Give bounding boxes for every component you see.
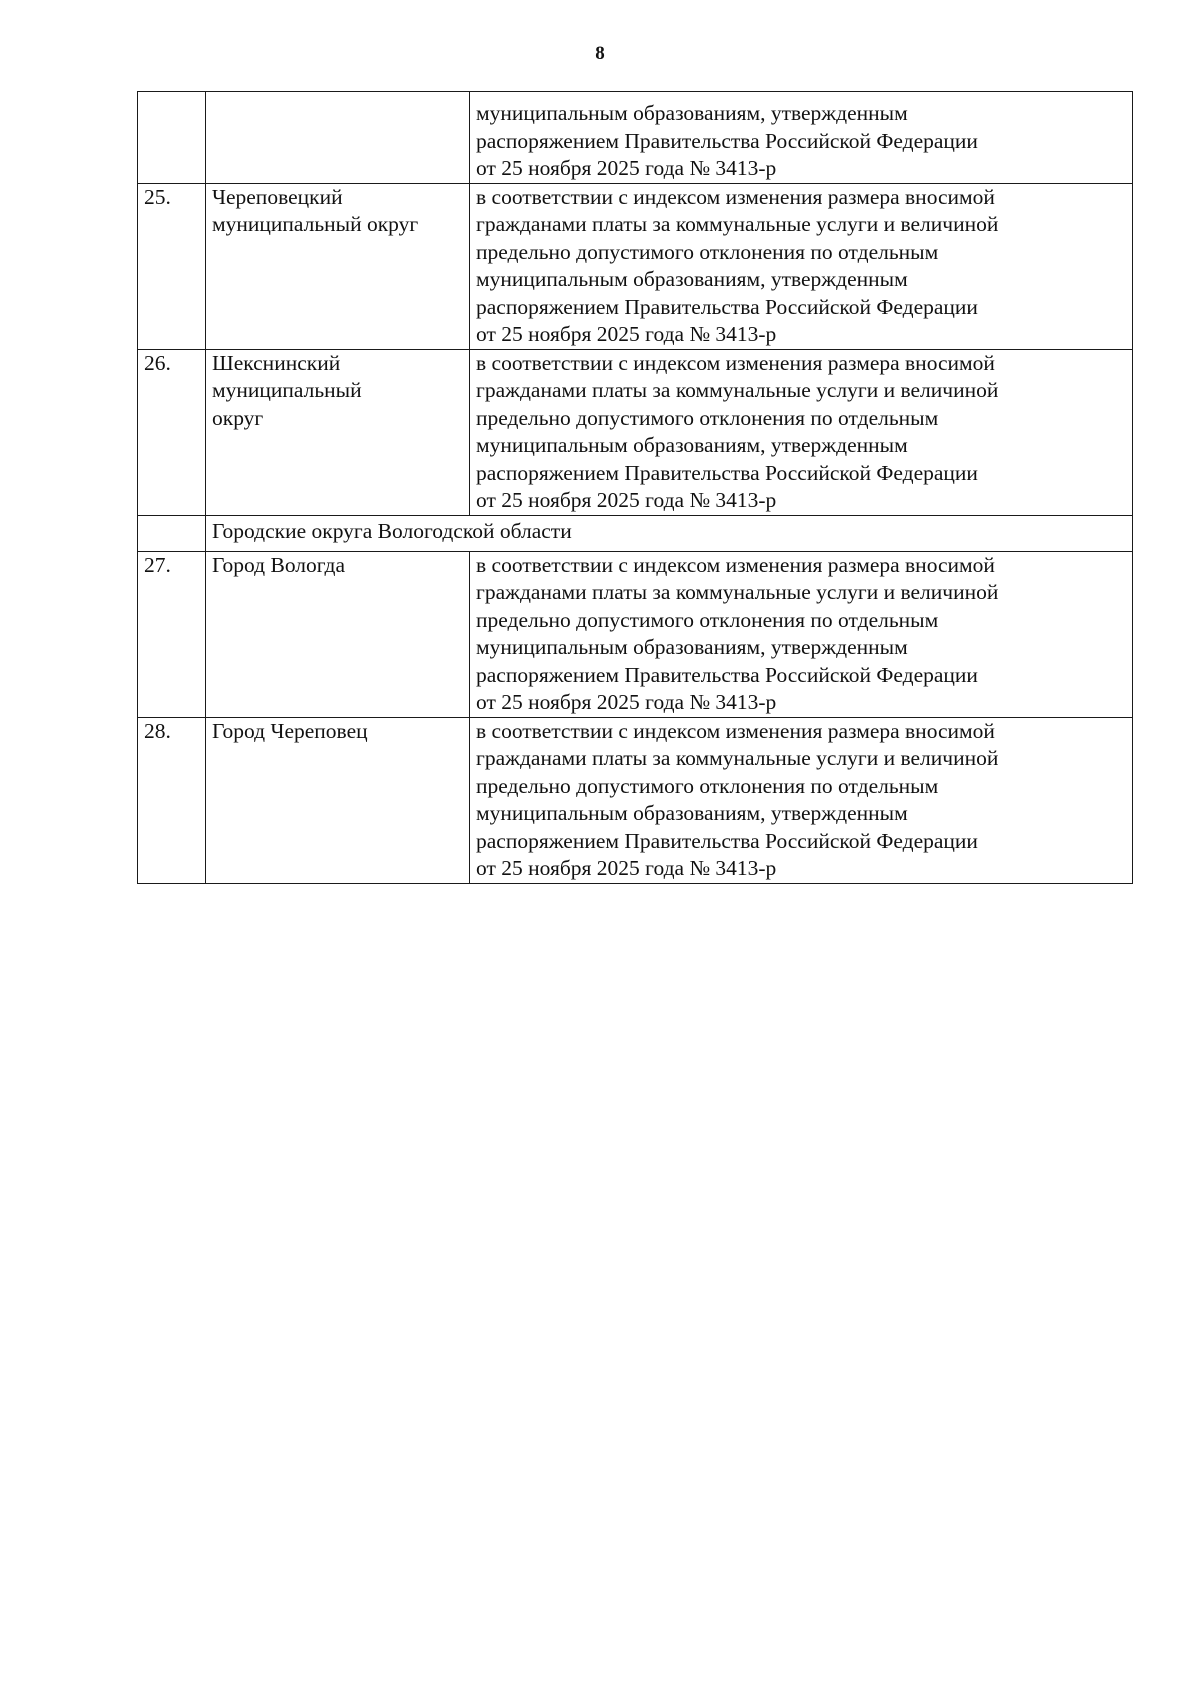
row-description-cell <box>470 183 1133 349</box>
description-line: гражданами платы за коммунальные услуги и величиной <box>476 746 999 770</box>
description-line: от 25 ноября 2025 года № 3413-р <box>476 156 777 180</box>
name-line: Город Череповец <box>212 718 368 743</box>
row-name-cell <box>206 717 470 883</box>
description-line: распоряжением Правительства Российской Федерации <box>476 662 978 687</box>
description-line: от 25 ноября 2025 года № 3413-р <box>476 322 777 346</box>
description-line: распоряжением Правительства Российской Федерации <box>476 294 978 319</box>
row-number-cell: 25. <box>138 183 206 349</box>
row-number-cell <box>138 515 206 551</box>
description-line: от 25 ноября 2025 года № 3413-р <box>476 488 777 512</box>
description-line: муниципальным образованиям, утвержденным <box>476 433 908 457</box>
table-row-continuation <box>138 92 1133 184</box>
description-line: предельно допустимого отклонения по отдельным <box>476 239 939 264</box>
row-name-cell <box>206 551 470 717</box>
row-name-cell <box>206 183 470 349</box>
description-line: в соответствии с индексом изменения размера вносимой <box>476 718 995 743</box>
description-line: в соответствии с индексом изменения размера вносимой <box>476 184 995 209</box>
description-line: муниципальным образованиям, утвержденным <box>476 267 908 291</box>
description-line: гражданами платы за коммунальные услуги и величиной <box>476 212 999 236</box>
page-number: 8 <box>595 43 605 64</box>
row-number-cell: 27. <box>138 551 206 717</box>
description-line: распоряжением Правительства Российской Федерации <box>476 128 978 153</box>
description-line: от 25 ноября 2025 года № 3413-р <box>476 856 777 880</box>
row-number-cell <box>138 92 206 184</box>
row-name-cell <box>206 92 470 184</box>
table-row <box>138 183 1133 349</box>
description-line: муниципальным образованиям, утвержденным <box>476 801 908 825</box>
description-line: предельно допустимого отклонения по отдельным <box>476 773 939 798</box>
description-line: предельно допустимого отклонения по отдельным <box>476 607 939 632</box>
description-line: гражданами платы за коммунальные услуги и величиной <box>476 378 999 402</box>
table-row <box>138 551 1133 717</box>
name-line: муниципальный округ <box>212 212 419 236</box>
name-line: Шекснинский <box>212 350 341 375</box>
table-row <box>138 349 1133 515</box>
table-row <box>138 717 1133 883</box>
row-number-cell: 28. <box>138 717 206 883</box>
description-line: распоряжением Правительства Российской Федерации <box>476 828 978 853</box>
description-line: в соответствии с индексом изменения размера вносимой <box>476 552 995 577</box>
description-line: гражданами платы за коммунальные услуги и величиной <box>476 580 999 604</box>
description-line: муниципальным образованиям, утвержденным <box>476 101 908 125</box>
row-description-cell <box>470 551 1133 717</box>
name-line: муниципальный <box>212 378 362 402</box>
row-name-cell <box>206 349 470 515</box>
section-heading: Городские округа Вологодской области <box>206 515 1133 551</box>
section-heading-row <box>138 515 1133 551</box>
tariff-table <box>137 91 1133 884</box>
row-description-cell <box>470 717 1133 883</box>
row-description-cell <box>470 92 1133 184</box>
row-number-cell: 26. <box>138 349 206 515</box>
description-line: от 25 ноября 2025 года № 3413-р <box>476 690 777 714</box>
description-line: предельно допустимого отклонения по отдельным <box>476 405 939 430</box>
row-description-cell <box>470 349 1133 515</box>
description-line: в соответствии с индексом изменения размера вносимой <box>476 350 995 375</box>
description-line: муниципальным образованиям, утвержденным <box>476 635 908 659</box>
name-line: округ <box>212 405 264 430</box>
name-line: Череповецкий <box>212 184 343 209</box>
description-line: распоряжением Правительства Российской Федерации <box>476 460 978 485</box>
name-line: Город Вологда <box>212 552 345 577</box>
